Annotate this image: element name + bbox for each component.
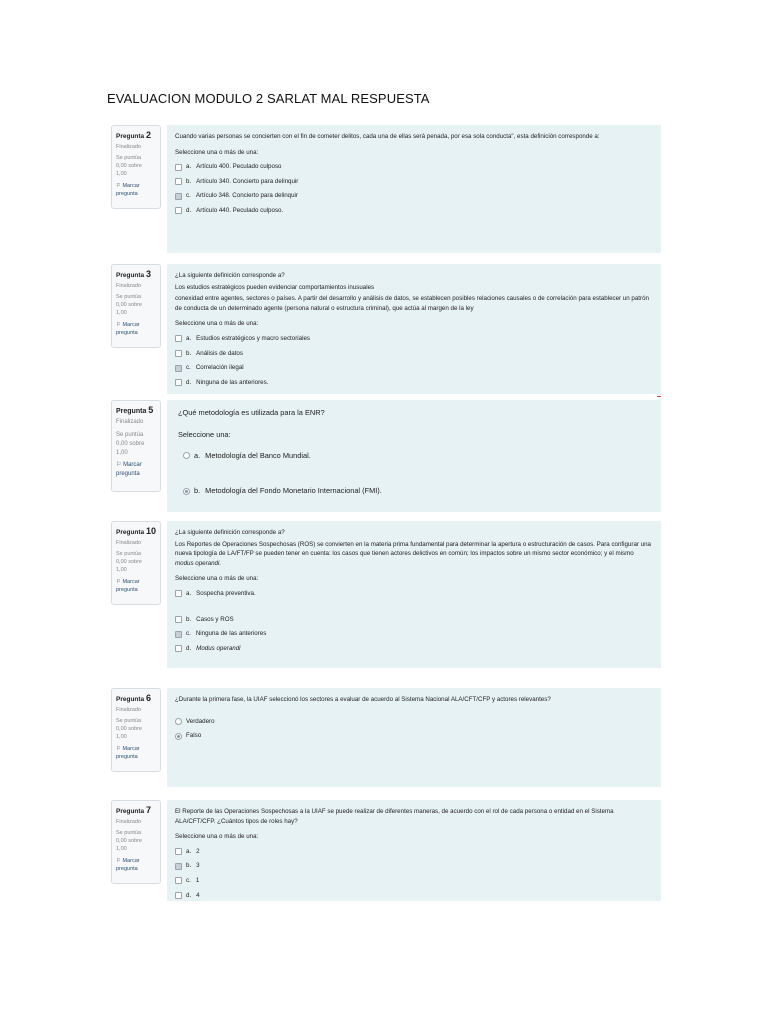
answer-option[interactable]	[175, 644, 653, 654]
question-text: ¿La siguiente definición corresponde a?	[175, 529, 285, 536]
question-2	[107, 125, 661, 253]
score-line: Se puntúa	[116, 550, 142, 557]
option-letter: a.	[186, 163, 192, 171]
question-number: 2	[145, 130, 151, 140]
question-text-2: Los Reportes de Operaciones Sospechosas (ROS) se convierten en la materia prima fundamental para determinar la apertura o estructuración de casos. Para configurar una nueva tipología de LA/FT/FP se pueden tener en cuenta: los casos que tienen actores delictivos en común; los impactos sobre un mismo sector económico; y el mismo	[175, 540, 652, 558]
score-line: 1,00	[116, 310, 127, 317]
checkbox[interactable]	[175, 877, 182, 884]
option-letter: c.	[186, 630, 191, 638]
flag-question-link[interactable]	[116, 461, 156, 479]
question-content	[167, 521, 661, 668]
answer-prompt: Seleccione una o más de una:	[175, 320, 259, 328]
red-mark	[657, 396, 661, 397]
flag-label: Marcar pregunta	[116, 182, 140, 197]
question-info	[111, 264, 161, 348]
question-label: Pregunta	[116, 272, 145, 279]
option-letter: b.	[186, 349, 192, 357]
radio-button[interactable]	[175, 718, 182, 725]
option-letter: a.	[186, 335, 192, 343]
score-line: 0,00 sobre	[116, 440, 145, 447]
checkbox-checked[interactable]	[175, 193, 182, 200]
flag-label: Marcar pregunta	[116, 857, 140, 872]
score-line: 1,00	[116, 734, 127, 741]
flag-label: Marcar pregunta	[116, 321, 140, 336]
answer-option[interactable]	[175, 847, 653, 857]
question-label: Pregunta	[116, 696, 145, 703]
option-text: Casos y ROS	[196, 615, 234, 623]
score-line: 0,00 sobre	[116, 302, 142, 308]
checkbox[interactable]	[175, 207, 182, 214]
option-letter: c.	[186, 877, 191, 885]
flag-question-link[interactable]	[116, 578, 156, 595]
flag-question-link[interactable]	[116, 857, 156, 874]
answer-option[interactable]	[175, 731, 653, 741]
question-label: Pregunta	[116, 808, 145, 815]
option-text: Sospecha preventiva.	[196, 590, 256, 598]
question-number: 3	[145, 269, 151, 279]
option-text: Ninguna de las anteriores	[195, 630, 267, 638]
option-text: Metodología del Fondo Monetario Internacional (FMI).	[205, 486, 382, 496]
option-text: 3	[196, 862, 200, 870]
question-content	[167, 800, 661, 901]
option-text: Ninguna de las anteriores.	[196, 378, 269, 386]
question-text-3: conexidad entre agentes, sectores o países. A partir del desarrollo y análisis de datos, se establecen posibles relaciones causales o de correlación para establecer un patrón de conducta de un determinado agente (persona natural o estructura criminal), que actúa al margen de la ley	[175, 295, 649, 312]
answer-option[interactable]	[175, 378, 653, 388]
question-content	[167, 264, 661, 394]
option-text: 1	[195, 877, 200, 885]
score-line: Se puntúa	[116, 293, 142, 300]
flag-icon: ⚐	[116, 321, 121, 328]
option-letter: b.	[194, 486, 201, 496]
document-title: EVALUACION MODULO 2 SARLAT MAL RESPUESTA	[107, 91, 430, 106]
question-text: Cuando varias personas se concierten con el fin de cometer delitos, cada una de ellas será penada, por esa sola conducta", esta definición corresponde a:	[175, 133, 600, 140]
option-letter: a.	[194, 450, 201, 460]
flag-label: Marcar pregunta	[116, 461, 142, 477]
question-text: El Reporte de las Operaciones Sospechosas a la UIAF se puede realizar de diferentes maneras, de acuerdo con el rol de cada persona o entidad en el Sistema ALA/CFT/CFP. ¿Cuántos tipos de roles hay?	[175, 808, 614, 825]
score-line: 1,00	[116, 171, 127, 178]
checkbox[interactable]	[175, 645, 182, 652]
question-status: Finalizado	[116, 143, 142, 150]
score-line: 0,00 sobre	[116, 838, 142, 844]
option-letter: a.	[186, 847, 192, 855]
option-letter: c.	[186, 192, 191, 200]
radio-button[interactable]	[183, 452, 190, 459]
radio-button-selected[interactable]	[183, 488, 190, 495]
answer-option[interactable]	[175, 334, 653, 344]
question-6	[107, 688, 661, 787]
score-line: Se puntúa	[116, 431, 144, 438]
flag-question-link[interactable]	[116, 321, 156, 338]
question-info	[111, 521, 161, 605]
checkbox[interactable]	[175, 178, 182, 185]
question-status: Finalizado	[116, 818, 142, 825]
question-info	[111, 125, 161, 209]
answer-option[interactable]	[175, 717, 653, 727]
score-line: Se puntúa	[116, 717, 142, 724]
question-5	[107, 400, 661, 512]
question-label: Pregunta	[116, 529, 145, 536]
option-letter: c.	[186, 364, 191, 372]
question-info	[111, 800, 161, 884]
question-label: Pregunta	[116, 133, 145, 140]
question-10	[107, 521, 661, 668]
question-content	[167, 125, 661, 253]
question-content	[167, 400, 661, 512]
question-number: 7	[145, 805, 151, 815]
question-number: 6	[145, 693, 151, 703]
answer-prompt: Seleccione una o más de una:	[175, 148, 259, 156]
answer-option[interactable]	[175, 206, 653, 216]
option-text: Falso	[186, 732, 202, 740]
question-info	[111, 688, 161, 772]
question-text: ¿Durante la primera fase, la UIAF seleccionó los sectores a evaluar de acuerdo al Sistema Nacional ALA/CFT/CFP y actores relevantes?	[175, 696, 551, 703]
option-letter: a.	[186, 590, 192, 598]
option-letter: b.	[186, 615, 192, 623]
answer-option[interactable]	[175, 615, 653, 625]
answer-option[interactable]	[178, 485, 653, 496]
answer-prompt: Seleccione una o más de una:	[175, 575, 259, 583]
option-letter: d.	[186, 644, 192, 652]
question-status: Finalizado	[116, 418, 144, 425]
question-text-2: Los estudios estratégicos pueden evidenciar comportamientos inusuales	[175, 283, 375, 291]
checkbox[interactable]	[175, 379, 182, 386]
option-text: Artículo 340. Concierto para delinquir	[196, 177, 299, 185]
question-label: Pregunta	[116, 408, 147, 415]
radio-button-selected[interactable]	[175, 733, 182, 740]
answer-option[interactable]	[175, 861, 653, 871]
question-status: Finalizado	[116, 706, 142, 713]
flag-icon: ⚐	[116, 578, 121, 585]
option-letter: d.	[186, 207, 192, 215]
question-text: ¿La siguiente definición corresponde a?	[175, 272, 285, 279]
answer-prompt: Seleccione una:	[178, 430, 231, 440]
score-line: 0,00 sobre	[116, 559, 142, 565]
answer-option[interactable]	[175, 349, 653, 359]
option-text: Estudios estratégicos y macro sectoriales	[196, 335, 311, 343]
flag-icon: ⚐	[116, 745, 121, 752]
answer-option[interactable]	[175, 191, 653, 201]
question-text: ¿Qué metodología es utilizada para la ENR?	[178, 408, 325, 417]
score-line: 0,00 sobre	[116, 726, 142, 732]
question-status: Finalizado	[116, 539, 142, 546]
question-status: Finalizado	[116, 282, 142, 289]
option-text: Artículo 400. Peculado culposo	[196, 163, 282, 171]
answer-option[interactable]	[175, 363, 653, 373]
flag-label: Marcar pregunta	[116, 745, 140, 760]
answer-option[interactable]	[178, 450, 653, 461]
option-text: 4	[196, 891, 200, 899]
score-line: Se puntúa	[116, 154, 142, 161]
option-text: Correlación ilegal	[195, 364, 244, 372]
answer-option[interactable]	[175, 876, 653, 886]
answer-option[interactable]	[175, 177, 653, 187]
question-text-italic: modus operandi.	[175, 559, 222, 567]
option-text: Análisis de datos	[196, 349, 243, 357]
answer-option[interactable]	[175, 162, 653, 172]
checkbox[interactable]	[175, 892, 182, 899]
flag-question-link[interactable]	[116, 182, 156, 199]
question-number: 10	[145, 526, 156, 536]
checkbox[interactable]	[175, 848, 182, 855]
option-text: Artículo 440. Peculado culposo.	[196, 207, 284, 215]
option-text: Artículo 348. Concierto para delinquir	[195, 192, 298, 200]
checkbox[interactable]	[175, 335, 182, 342]
checkbox[interactable]	[175, 350, 182, 357]
checkbox[interactable]	[175, 590, 182, 597]
option-text: Modus operandi	[196, 644, 241, 652]
option-text: Verdadero	[186, 717, 215, 725]
score-line: 1,00	[116, 567, 127, 574]
flag-icon: ⚐	[116, 182, 121, 189]
answer-option[interactable]	[175, 891, 653, 901]
option-letter: d.	[186, 891, 192, 899]
score-line: 1,00	[116, 846, 127, 853]
answer-option[interactable]	[175, 589, 653, 599]
answer-option[interactable]	[175, 629, 653, 639]
option-letter: b.	[186, 177, 192, 185]
question-content	[167, 688, 661, 787]
answer-prompt: Seleccione una o más de una:	[175, 833, 259, 841]
flag-question-link[interactable]	[116, 745, 156, 762]
option-text: Metodología del Banco Mundial.	[205, 450, 311, 460]
checkbox-checked[interactable]	[175, 863, 182, 870]
question-3	[107, 264, 661, 394]
option-text: 2	[196, 847, 200, 855]
flag-icon: ⚐	[116, 461, 122, 468]
question-info	[111, 400, 161, 492]
question-7	[107, 800, 661, 901]
checkbox-checked[interactable]	[175, 631, 182, 638]
score-line: Se puntúa	[116, 829, 142, 836]
score-line: 1,00	[116, 449, 128, 456]
checkbox[interactable]	[175, 616, 182, 623]
flag-label: Marcar pregunta	[116, 578, 140, 593]
question-number: 5	[148, 405, 154, 415]
flag-icon: ⚐	[116, 857, 121, 864]
option-letter: d.	[186, 378, 192, 386]
score-line: 0,00 sobre	[116, 163, 142, 169]
checkbox-checked[interactable]	[175, 365, 182, 372]
checkbox[interactable]	[175, 164, 182, 171]
option-letter: b.	[186, 862, 192, 870]
